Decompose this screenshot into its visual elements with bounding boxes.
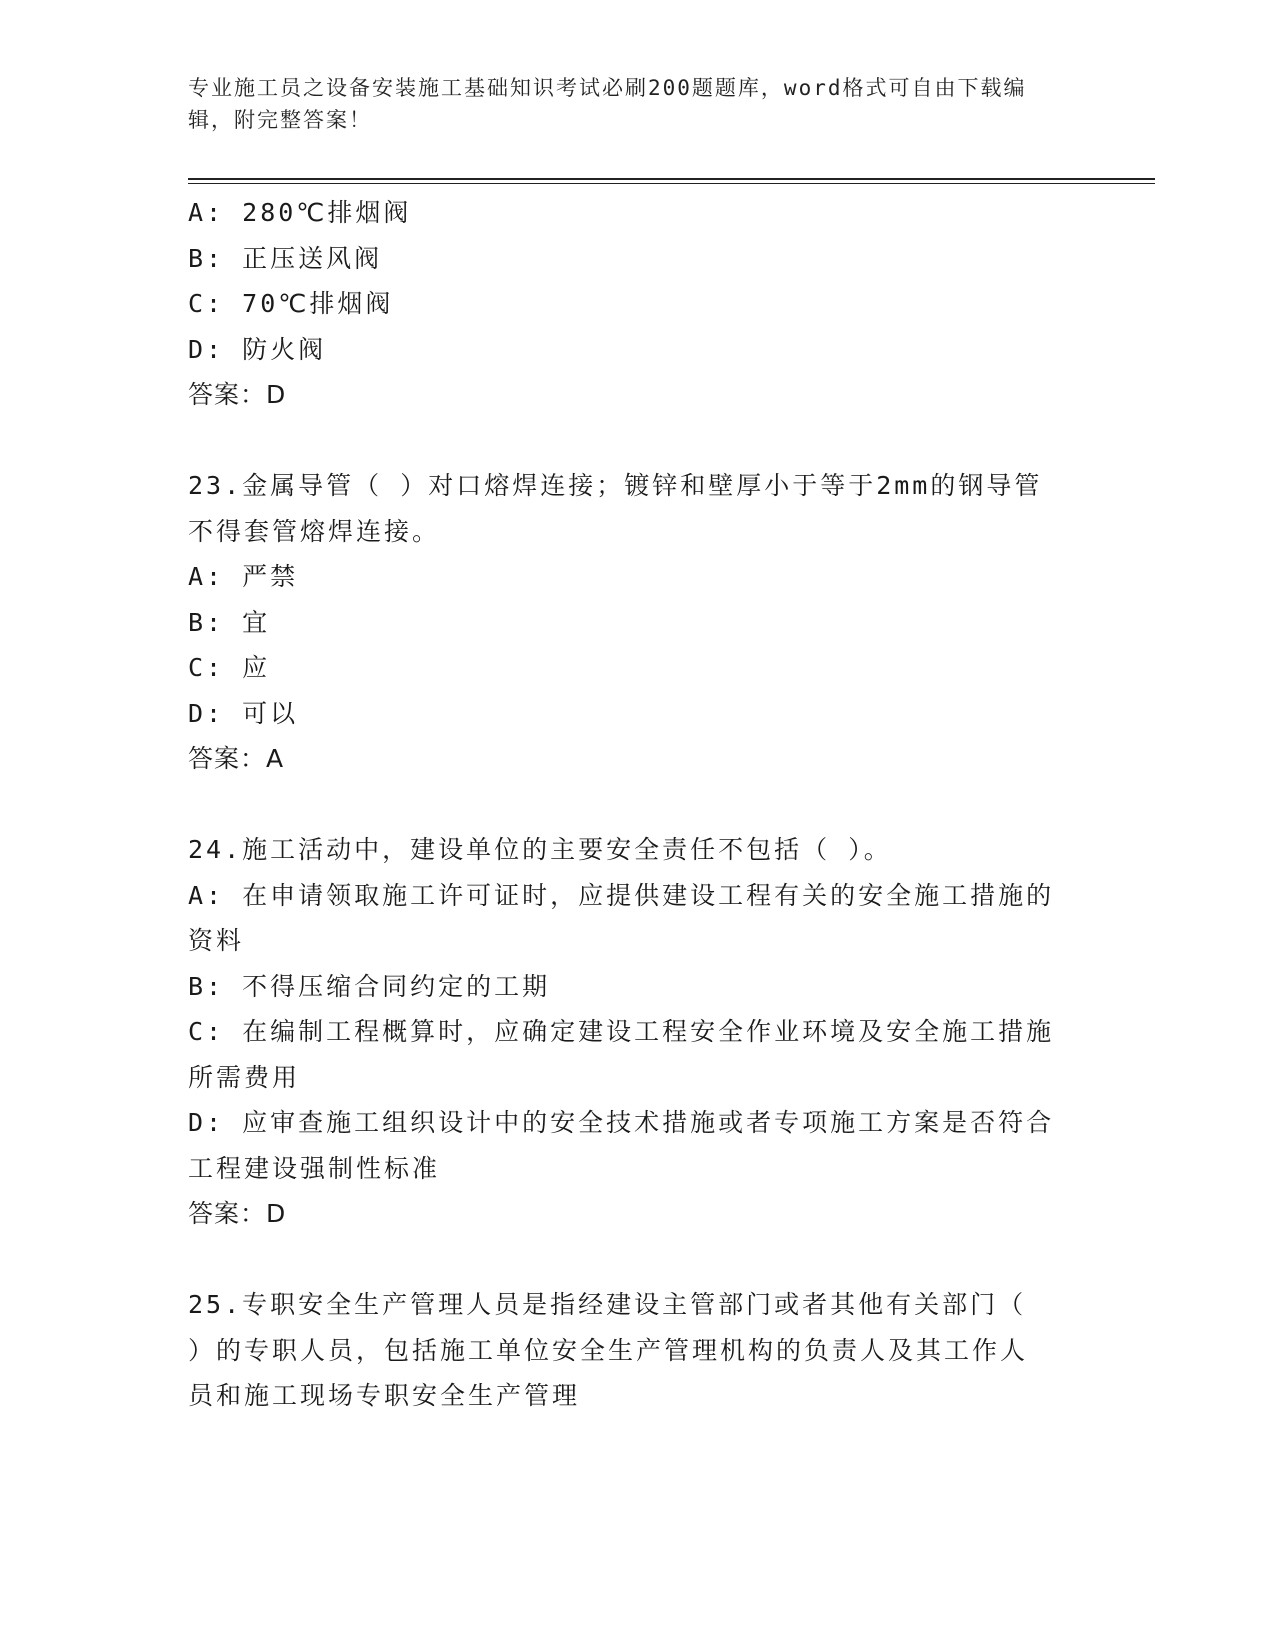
q23-option-d: D: 可以 — [188, 698, 299, 728]
q24-question: 24.施工活动中，建设单位的主要安全责任不包括（ ）。 — [188, 835, 892, 864]
q22-option-d: D: 防火阀 — [188, 334, 327, 364]
q24-option-c-line-2: 所需费用 — [188, 1062, 301, 1092]
exam-content — [188, 190, 1078, 1419]
q24-option-d-line-2: 工程建设强制性标准 — [188, 1153, 441, 1183]
q23-option-c: C: 应 — [188, 653, 271, 682]
header-text: 专业施工员之设备安装施工基础知识考试必刷200题题库，word格式可自由下载编辑，附完整答案！ — [188, 76, 1027, 132]
q24-option-a-line-1: A: 在申请领取施工许可证时，应提供建设工程有关的安全施工措施的 — [188, 880, 1055, 910]
q25-question-line-3: 员和施工现场专职安全生产管理 — [188, 1381, 581, 1410]
q23-question-line-1: 23.金属导管（ ）对口熔焊连接；镀锌和壁厚小于等于2mm的钢导管 — [188, 471, 1043, 500]
q23-question-line-2: 不得套管熔焊连接。 — [188, 516, 441, 546]
q25-question-line-2: ）的专职人员，包括施工单位安全生产管理机构的负责人及其工作人 — [188, 1335, 1029, 1365]
q24-option-a-line-2: 资料 — [188, 926, 245, 955]
q24-option-b: B: 不得压缩合同约定的工期 — [188, 971, 551, 1001]
q24-option-c-line-1: C: 在编制工程概算时，应确定建设工程安全作业环境及安全施工措施 — [188, 1017, 1055, 1046]
question-22-block — [188, 190, 1078, 418]
spacer — [188, 418, 1078, 464]
question-23-block — [188, 463, 1078, 782]
q24-answer: 答案：D — [188, 1199, 287, 1228]
q25-question-line-1: 25.专职安全生产管理人员是指经建设主管部门或者其他有关部门（ — [188, 1290, 1027, 1319]
header-divider — [188, 178, 1155, 184]
document-header — [188, 72, 1068, 136]
spacer — [188, 1237, 1078, 1283]
q22-option-a: A: 280℃排烟阀 — [188, 198, 412, 227]
question-25-block — [188, 1282, 1078, 1419]
q22-option-c: C: 70℃排烟阀 — [188, 289, 394, 318]
q23-option-b: B: 宜 — [188, 607, 271, 637]
spacer — [188, 782, 1078, 828]
q22-answer: 答案：D — [188, 380, 287, 409]
q23-answer: 答案：A — [188, 744, 285, 773]
q24-option-d-line-1: D: 应审查施工组织设计中的安全技术措施或者专项施工方案是否符合 — [188, 1108, 1055, 1137]
question-24-block — [188, 827, 1078, 1237]
q23-option-a: A: 严禁 — [188, 562, 299, 591]
q22-option-b: B: 正压送风阀 — [188, 243, 383, 273]
